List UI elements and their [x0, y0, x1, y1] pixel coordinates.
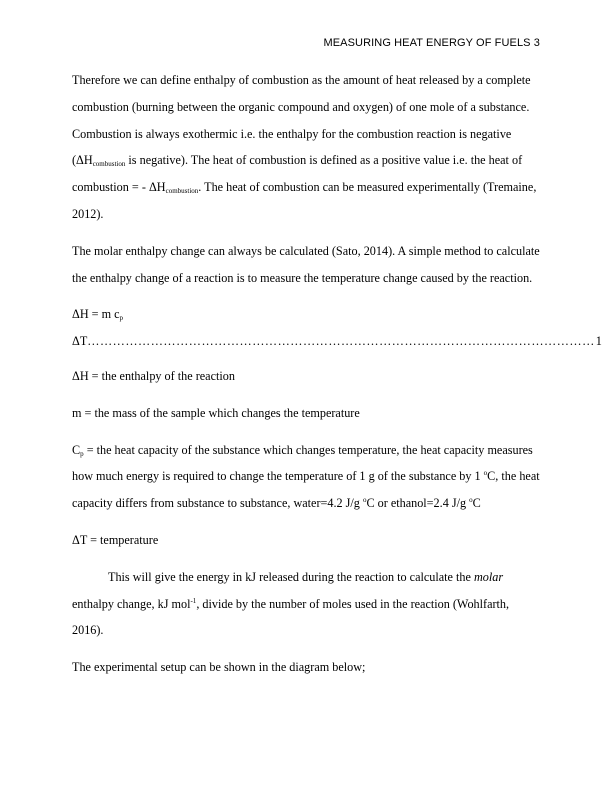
p3-text-c: , divide by the number of moles used in the reaction (Wohlfarth, 2016).: [72, 596, 510, 638]
equation-1: [72, 301, 602, 355]
equation-leader-dots: …………………………………………………………………………………………………………: [87, 334, 595, 349]
p1-subscript-combustion-1: combustion: [92, 160, 126, 169]
definition-mass: m = the mass of the sample which changes the temperature: [72, 405, 360, 420]
p3-superscript-minus-one: -1: [190, 596, 197, 605]
p1-text-c: . The heat of combustion can be measured experimentally (Tremaine, 2012).: [72, 180, 537, 221]
p3-emphasis-molar: molar: [473, 569, 504, 584]
equation-lhs-line: [72, 301, 542, 328]
equation-lhs: ΔH = m c: [72, 307, 120, 322]
cp-text-a: C: [72, 442, 81, 457]
definition-heat-capacity: [72, 437, 542, 517]
cp-text-c: C, the heat capacity differs from substance to substance, water=4.2 J/g: [72, 469, 540, 511]
body-text: [72, 67, 602, 691]
definition-delta-h: ΔH = the enthalpy of the reaction: [72, 368, 235, 383]
cp-degree-2: o: [362, 496, 367, 505]
paragraph-enthalpy-definition: [72, 67, 542, 228]
equation-delta-t: ΔT: [72, 334, 88, 349]
equation-number: 1: [595, 334, 602, 349]
running-head: MEASURING HEAT ENERGY OF FUELS 3: [323, 37, 540, 49]
cp-text-d: C or ethanol=2.4 J/g: [366, 496, 470, 511]
p1-text-a: Therefore we can define enthalpy of combustion as the amount of heat released by a complete combustion (burning between the organic compound and oxygen) of one mole of a substance. Combustion is always exothermic i.e. the enthalpy for the combustion reaction is negative (ΔH: [72, 73, 531, 168]
p3-text-a: This will give the energy in kJ released during the reaction to calculate the: [108, 569, 474, 584]
definition-delta-t: ΔT = temperature: [72, 532, 159, 547]
equation-subscript-p: p: [119, 314, 124, 323]
p3-text-b: enthalpy change, kJ mol: [72, 596, 191, 611]
paragraph-energy-released: [72, 564, 542, 644]
p1-text-b: is negative). The heat of combustion is defined as a positive value i.e. the heat of combustion = - ΔH: [72, 153, 523, 195]
cp-text-b: = the heat capacity of the substance which changes temperature, the heat capacity measures how much energy is required to change the temperature of 1 g of the substance by 1: [72, 442, 533, 484]
paragraph-molar-enthalpy: The molar enthalpy change can always be calculated (Sato, 2014). A simple method to calculate the enthalpy change of a reaction is to measure the temperature change caused by the reaction.: [72, 243, 540, 285]
equation-second-line: [72, 328, 602, 355]
cp-degree-3: o: [469, 496, 473, 505]
cp-degree-1: o: [483, 469, 488, 478]
cp-text-e: C: [472, 496, 481, 511]
paragraph-experimental-setup: The experimental setup can be shown in the diagram below;: [72, 660, 366, 675]
cp-subscript-p: p: [80, 449, 84, 458]
p1-subscript-combustion-2: combustion: [165, 187, 199, 196]
